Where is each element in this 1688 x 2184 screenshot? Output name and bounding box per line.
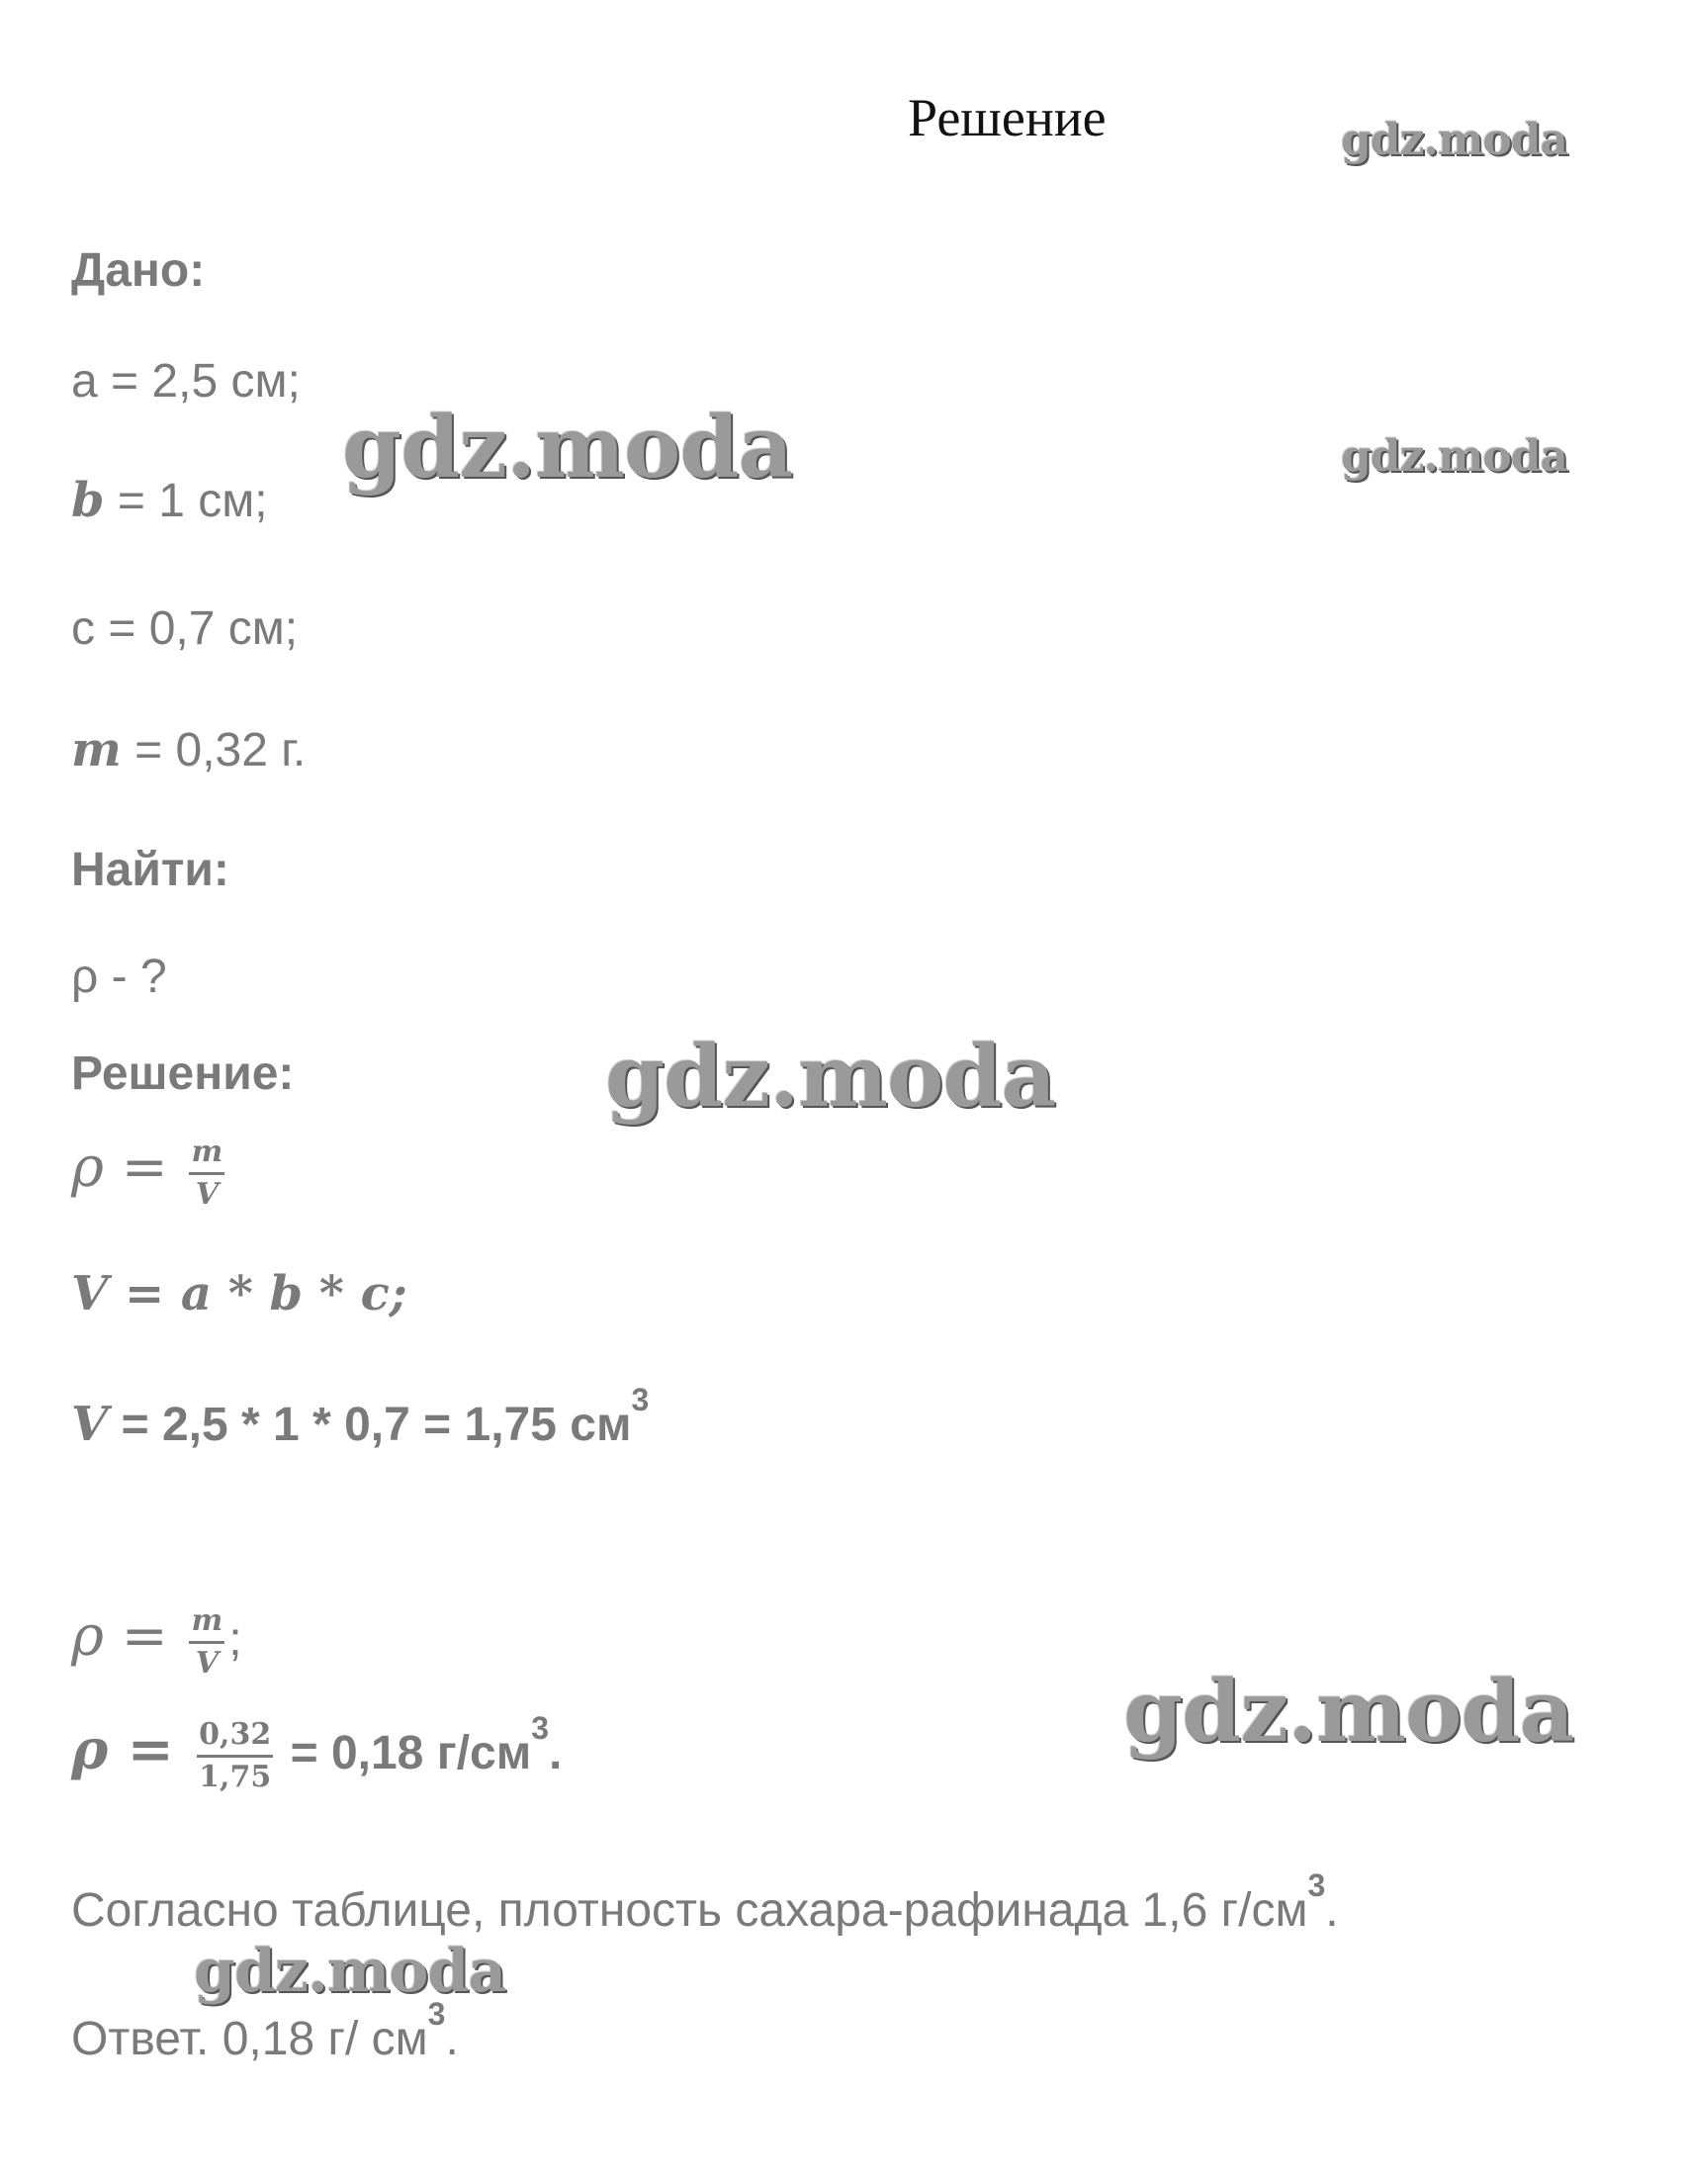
rho-symbol: ρ [71, 1604, 104, 1670]
table-note [71, 1867, 1339, 1938]
answer-text: Ответ. 0,18 г/ см [71, 2013, 428, 2065]
fraction-bar [189, 1172, 224, 1175]
volume-calc-exponent: 3 [631, 1382, 650, 1417]
fraction-denominator: V [195, 1177, 219, 1212]
fraction [189, 1136, 224, 1212]
table-note-text: Согласно таблице, плотность сахара-рафинада 1,6 г/см [71, 1884, 1308, 1937]
answer-exponent: 3 [427, 1996, 446, 2032]
given-c [71, 601, 298, 656]
density-calc-exponent: 3 [531, 1710, 550, 1746]
watermark: gdz.moda [1341, 115, 1568, 165]
density-calc-suffix: . [549, 1727, 563, 1779]
watermark: gdz.moda [194, 1937, 506, 2006]
density-calculation [71, 1710, 563, 1794]
formula-suffix: ; [228, 1613, 242, 1667]
fraction-denominator: V [195, 1646, 219, 1681]
volume-var: V [71, 1266, 109, 1321]
density-calc-rest: = 0,18 г/см [277, 1727, 532, 1779]
given-a-var: a [71, 355, 98, 408]
fraction-bar [197, 1755, 273, 1758]
equals-sign: = [108, 1717, 194, 1782]
fraction-numerator: m [191, 1603, 223, 1638]
table-note-exponent: 3 [1307, 1867, 1326, 1903]
find-target: ρ - ? [71, 951, 167, 1003]
density-formula-2 [71, 1604, 242, 1681]
volume-formula-rest: = a * b * c; [108, 1266, 407, 1321]
table-note-suffix: . [1325, 1884, 1339, 1937]
fraction-bar [189, 1641, 224, 1644]
watermark: gdz.moda [342, 398, 793, 498]
given-m-value: = 0,32 г. [121, 724, 307, 776]
given-b-value: = 1 см; [104, 475, 268, 527]
volume-calc-rest: = 2,5 * 1 * 0,7 = 1,75 см [108, 1399, 632, 1451]
fraction [189, 1604, 224, 1681]
equals-sign: = [103, 1136, 186, 1201]
fraction-numerator: 0,32 [199, 1716, 272, 1752]
given-m-var: m [71, 722, 122, 777]
given-b [71, 473, 268, 528]
find-heading: Найти: [71, 844, 229, 896]
given-heading: Дано: [71, 244, 206, 297]
given-m [71, 722, 306, 777]
answer-suffix: . [445, 2013, 459, 2065]
fraction-numerator: m [191, 1135, 223, 1169]
rho-symbol: ρ [71, 1717, 109, 1782]
watermark: gdz.moda [1123, 1662, 1574, 1762]
fraction [197, 1718, 273, 1794]
given-a-value: = 2,5 см; [97, 355, 301, 408]
given-c-value: = 0,7 см; [95, 602, 299, 655]
page-title: Решение [908, 88, 1107, 147]
equals-sign: = [103, 1604, 186, 1670]
answer [71, 1996, 459, 2066]
rho-symbol: ρ [71, 1136, 104, 1201]
volume-formula [71, 1266, 407, 1321]
fraction-denominator: 1,75 [199, 1759, 272, 1794]
density-formula-1 [71, 1136, 228, 1212]
volume-calculation [71, 1382, 650, 1452]
given-b-var: b [71, 473, 105, 528]
volume-calc-var: V [71, 1397, 109, 1452]
watermark: gdz.moda [1341, 431, 1568, 482]
given-a [71, 354, 301, 409]
watermark: gdz.moda [605, 1027, 1056, 1127]
solution-heading: Решение: [71, 1047, 295, 1100]
given-c-var: c [71, 602, 95, 655]
